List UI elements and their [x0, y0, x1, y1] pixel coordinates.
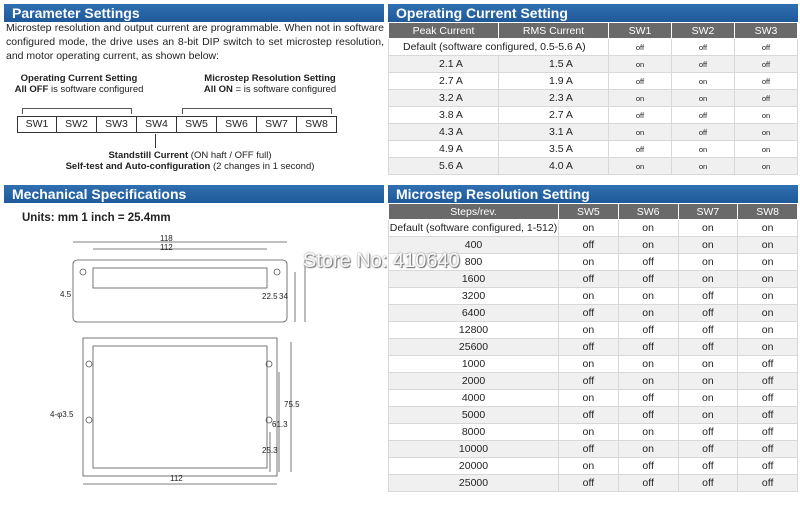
micro-cell: off [738, 407, 798, 424]
micro-cell: on [678, 390, 738, 407]
micro-cell: off [678, 339, 738, 356]
micro-cell: off [678, 305, 738, 322]
micro-cell: 2000 [389, 373, 559, 390]
micro-cell: off [559, 373, 619, 390]
microstep-table [388, 203, 798, 492]
current-cell: 1.9 A [499, 73, 609, 90]
micro-col-sw7: SW7 [678, 204, 738, 220]
micro-cell: on [618, 441, 678, 458]
micro-bracket [182, 108, 332, 114]
op-bracket [22, 108, 132, 114]
micro-cell: 25000 [389, 475, 559, 492]
current-table [388, 22, 798, 175]
current-cell: 5.6 A [389, 158, 499, 175]
current-cell: off [672, 56, 735, 73]
micro-cell: on [618, 424, 678, 441]
micro-cell: 20000 [389, 458, 559, 475]
micro-cell: off [559, 475, 619, 492]
current-cell: on [735, 107, 798, 124]
dip-sw7: SW7 [257, 116, 297, 133]
micro-row [389, 271, 798, 288]
op-current-title: Operating Current Setting [20, 73, 138, 84]
operating-current-header: Operating Current Setting [388, 4, 798, 22]
micro-cell: off [738, 390, 798, 407]
current-row [389, 56, 798, 73]
micro-default-row [389, 220, 798, 237]
micro-row [389, 339, 798, 356]
micro-cell: on [678, 356, 738, 373]
dip-sw2: SW2 [57, 116, 97, 133]
micro-cell: on [559, 322, 619, 339]
current-cell: 3.2 A [389, 90, 499, 107]
dim-61-3: 61.3 [272, 420, 288, 429]
current-cell: on [672, 90, 735, 107]
selftest-text: (2 changes in 1 second) [210, 161, 315, 172]
dim-22-5: 22.5 [262, 292, 278, 301]
current-cell: off [609, 73, 672, 90]
current-cell: on [735, 124, 798, 141]
standstill-bold: Standstill Current [108, 150, 189, 161]
micro-cell: on [559, 288, 619, 305]
micro-cell: on [738, 322, 798, 339]
micro-row [389, 288, 798, 305]
dim-112-bottom: 112 [170, 474, 183, 483]
micro-row [389, 424, 798, 441]
current-cell: on [609, 56, 672, 73]
parameter-settings-header: Parameter Settings [4, 4, 384, 22]
micro-cell: on [618, 237, 678, 254]
micro-cell: on [738, 271, 798, 288]
dip-sw4: SW4 [137, 116, 177, 133]
dim-75-5: 75.5 [284, 400, 300, 409]
dim-34: 34 [279, 292, 288, 301]
current-cell: 2.7 A [389, 73, 499, 90]
current-cell: 3.5 A [499, 141, 609, 158]
micro-row [389, 441, 798, 458]
micro-col-steps: Steps/rev. [389, 204, 559, 220]
micro-cell: off [559, 339, 619, 356]
micro-cell: off [618, 407, 678, 424]
micro-cell: off [618, 475, 678, 492]
mechanical-header: Mechanical Specifications [4, 185, 384, 203]
micro-cell: 4000 [389, 390, 559, 407]
sw4-pointer [155, 134, 156, 148]
op-current-label [14, 73, 144, 95]
current-cell: on [672, 141, 735, 158]
micro-cell: off [678, 322, 738, 339]
micro-cell: off [678, 288, 738, 305]
current-row [389, 124, 798, 141]
micro-cell: on [618, 305, 678, 322]
micro-cell: off [678, 458, 738, 475]
micro-res-title: Microstep Resolution Setting [204, 73, 336, 84]
dim-112-top: 112 [160, 243, 173, 252]
micro-cell: off [559, 237, 619, 254]
micro-row [389, 407, 798, 424]
micro-row [389, 373, 798, 390]
micro-cell: 1600 [389, 271, 559, 288]
micro-cell: on [678, 237, 738, 254]
micro-cell: on [738, 254, 798, 271]
micro-cell: 1000 [389, 356, 559, 373]
selftest-bold: Self-test and Auto-configuration [65, 161, 211, 172]
current-cell: on [735, 141, 798, 158]
micro-col-sw8: SW8 [738, 204, 798, 220]
op-current-sub-bold: All OFF [14, 84, 49, 95]
micro-default-sw: on [618, 220, 678, 237]
micro-cell: off [559, 271, 619, 288]
micro-cell: off [618, 458, 678, 475]
current-row [389, 158, 798, 175]
micro-cell: off [738, 441, 798, 458]
current-cell: on [672, 73, 735, 90]
current-cell: 4.0 A [499, 158, 609, 175]
micro-res-label [190, 73, 350, 95]
current-cell: 2.1 A [389, 56, 499, 73]
micro-cell: on [559, 458, 619, 475]
current-cell: 2.7 A [499, 107, 609, 124]
micro-cell: off [738, 475, 798, 492]
micro-cell: off [738, 424, 798, 441]
current-cell: off [735, 90, 798, 107]
micro-cell: off [618, 322, 678, 339]
micro-cell: off [618, 271, 678, 288]
micro-cell: off [678, 424, 738, 441]
dip-switch-row [17, 116, 337, 133]
current-cell: off [672, 124, 735, 141]
micro-cell: off [738, 373, 798, 390]
micro-cell: 25600 [389, 339, 559, 356]
micro-cell: 5000 [389, 407, 559, 424]
micro-cell: on [618, 356, 678, 373]
micro-cell: 10000 [389, 441, 559, 458]
current-cell: off [672, 107, 735, 124]
current-default-sw: off [735, 39, 798, 56]
current-default-sw: off [609, 39, 672, 56]
mechanical-drawing [55, 232, 315, 512]
current-default-label: Default (software configured, 0.5-5.6 A) [389, 39, 609, 56]
current-cell: 4.3 A [389, 124, 499, 141]
micro-cell: off [559, 441, 619, 458]
micro-row [389, 458, 798, 475]
micro-default-sw: on [559, 220, 619, 237]
standstill-text: (ON haft / OFF full) [188, 150, 272, 161]
current-default-sw: off [672, 39, 735, 56]
current-cell: on [609, 90, 672, 107]
micro-cell: on [738, 305, 798, 322]
dim-4-5: 4.5 [60, 290, 72, 299]
micro-cell: off [618, 254, 678, 271]
micro-cell: on [738, 237, 798, 254]
current-cell: off [609, 107, 672, 124]
dim-25-3: 25.3 [262, 446, 278, 455]
micro-res-sub: = is software configured [232, 84, 337, 95]
current-cell: off [735, 56, 798, 73]
micro-cell: off [559, 305, 619, 322]
standstill-label [40, 150, 340, 172]
micro-default-sw: on [738, 220, 798, 237]
micro-cell: on [559, 356, 619, 373]
micro-cell: off [618, 390, 678, 407]
micro-row [389, 356, 798, 373]
dip-sw6: SW6 [217, 116, 257, 133]
micro-cell: on [618, 288, 678, 305]
micro-cell: 12800 [389, 322, 559, 339]
current-col-sw3: SW3 [735, 23, 798, 39]
micro-cell: on [618, 373, 678, 390]
micro-cell: on [678, 373, 738, 390]
dip-sw8: SW8 [297, 116, 337, 133]
micro-row [389, 390, 798, 407]
micro-cell: 8000 [389, 424, 559, 441]
current-row [389, 90, 798, 107]
current-cell: off [735, 73, 798, 90]
current-col-sw2: SW2 [672, 23, 735, 39]
micro-cell: on [678, 271, 738, 288]
units-label: Units: mm 1 inch = 25.4mm [22, 212, 171, 224]
micro-cell: off [738, 458, 798, 475]
dim-118: 118 [160, 234, 173, 243]
dip-sw1: SW1 [17, 116, 57, 133]
parameter-description: Microstep resolution and output current are programmable. When not in software configured mode, the drive uses an 8-bit DIP switch to set microstep resolution, and motor operating current, as shown below: [6, 22, 384, 62]
current-cell: 3.8 A [389, 107, 499, 124]
micro-cell: on [678, 254, 738, 271]
micro-col-sw6: SW6 [618, 204, 678, 220]
micro-cell: on [738, 288, 798, 305]
micro-cell: on [559, 254, 619, 271]
micro-cell: off [738, 356, 798, 373]
micro-col-sw5: SW5 [559, 204, 619, 220]
micro-cell: on [559, 424, 619, 441]
current-col-peak: Peak Current [389, 23, 499, 39]
current-cell: on [609, 158, 672, 175]
micro-cell: 800 [389, 254, 559, 271]
microstep-header: Microstep Resolution Setting [388, 185, 798, 203]
current-cell: 2.3 A [499, 90, 609, 107]
op-current-sub: is software configured [48, 84, 144, 95]
current-cell: 4.9 A [389, 141, 499, 158]
micro-cell: off [559, 407, 619, 424]
micro-cell: off [618, 339, 678, 356]
current-row [389, 107, 798, 124]
micro-row [389, 305, 798, 322]
current-default-row [389, 39, 798, 56]
micro-cell: on [559, 390, 619, 407]
current-cell: 3.1 A [499, 124, 609, 141]
micro-cell: off [678, 475, 738, 492]
current-row [389, 73, 798, 90]
current-cell: on [672, 158, 735, 175]
current-col-rms: RMS Current [499, 23, 609, 39]
current-cell: on [609, 124, 672, 141]
current-col-sw1: SW1 [609, 23, 672, 39]
current-row [389, 141, 798, 158]
current-cell: on [735, 158, 798, 175]
micro-cell: off [678, 441, 738, 458]
micro-cell: 6400 [389, 305, 559, 322]
micro-res-sub-bold: All ON [203, 84, 233, 95]
micro-row [389, 475, 798, 492]
dim-holes: 4-φ3.5 [50, 410, 74, 419]
micro-default-label: Default (software configured, 1-512) [389, 220, 559, 237]
micro-row [389, 322, 798, 339]
micro-cell: on [738, 339, 798, 356]
store-watermark: Store No: 410640 [303, 250, 460, 272]
current-cell: 1.5 A [499, 56, 609, 73]
dip-sw5: SW5 [177, 116, 217, 133]
dip-sw3: SW3 [97, 116, 137, 133]
micro-cell: 400 [389, 237, 559, 254]
micro-cell: 3200 [389, 288, 559, 305]
micro-cell: on [678, 407, 738, 424]
current-cell: off [609, 141, 672, 158]
micro-default-sw: on [678, 220, 738, 237]
